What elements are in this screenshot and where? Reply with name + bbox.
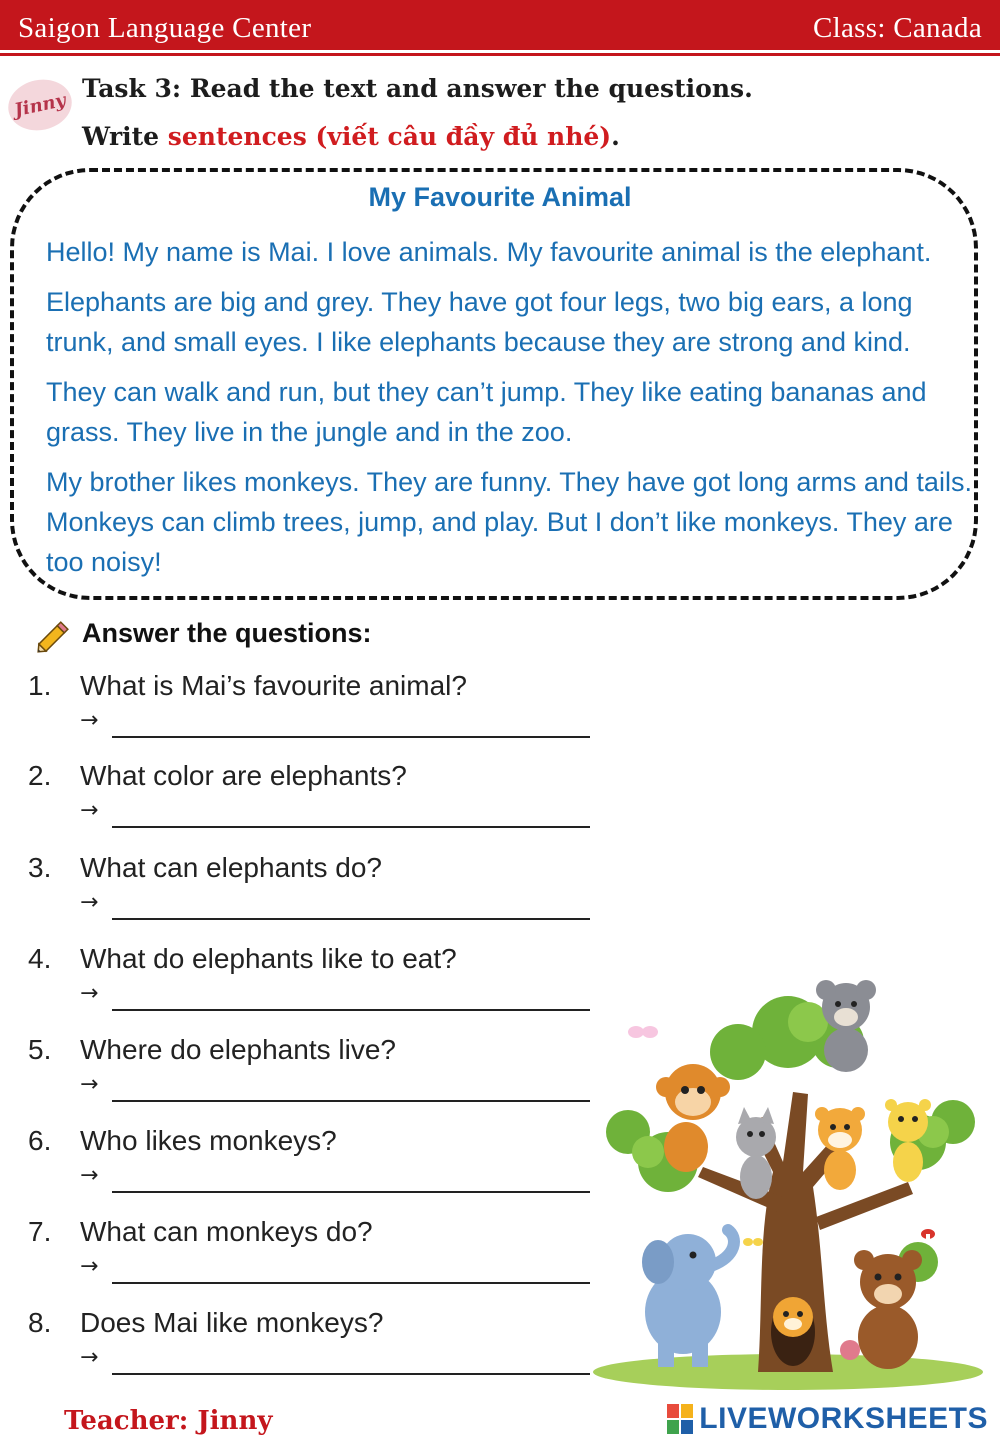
question-text: Does Mai like monkeys?: [80, 1307, 384, 1338]
arrow-icon: →: [80, 1254, 99, 1279]
question-text: Who likes monkeys?: [80, 1125, 337, 1156]
question-number: 7.: [28, 1216, 52, 1247]
story-text: [46, 232, 976, 592]
brand-text: LIVEWORKSHEETS: [699, 1402, 988, 1435]
question-number: 3.: [28, 852, 52, 883]
task-instruction: Task 3: Read the text and answer the questions.: [82, 74, 753, 103]
write-prefix: Write: [82, 122, 168, 151]
story-paragraph: Hello! My name is Mai. I love animals. My favourite animal is the elephant.: [46, 237, 932, 267]
class-name: Class: Canada: [812, 12, 982, 44]
question-number: 6.: [28, 1125, 52, 1156]
header-bar: [0, 0, 1000, 50]
answer-line[interactable]: [112, 1009, 590, 1011]
arrow-icon: →: [80, 981, 99, 1006]
answer-line[interactable]: [112, 826, 590, 828]
pencil-icon: [32, 616, 74, 658]
arrow-icon: →: [80, 890, 99, 915]
question-text: Where do elephants live?: [80, 1034, 396, 1065]
answer-heading: Answer the questions:: [82, 618, 372, 648]
liveworksheets-logo-icon: [667, 1404, 693, 1434]
question-text: What do elephants like to eat?: [80, 943, 457, 974]
question-number: 5.: [28, 1034, 52, 1065]
animal-tree-illustration: [588, 972, 988, 1392]
arrow-icon: →: [80, 1072, 99, 1097]
question-text: What is Mai’s favourite animal?: [80, 670, 467, 701]
story-paragraph: They can walk and run, but they can’t jump. They like eating bananas and grass. They live in the jungle and in the zoo.: [46, 377, 927, 447]
arrow-icon: →: [80, 798, 99, 823]
question-number: 1.: [28, 670, 52, 701]
jinny-logo-icon: Jinny: [4, 74, 77, 136]
answer-line[interactable]: [112, 1373, 590, 1375]
arrow-icon: →: [80, 1345, 99, 1370]
header-divider: [0, 53, 1000, 56]
story-title: My Favourite Animal: [368, 182, 632, 212]
write-suffix: .: [611, 122, 620, 151]
answer-line[interactable]: [112, 1100, 590, 1102]
question-text: What can monkeys do?: [80, 1216, 373, 1247]
answer-line[interactable]: [112, 1282, 590, 1284]
question-text: What color are elephants?: [80, 760, 407, 791]
story-paragraph: Elephants are big and grey. They have got four legs, two big ears, a long trunk, and small eyes. I like elephants because they are strong and kind.: [46, 287, 913, 357]
story-paragraph: My brother likes monkeys. They are funny. They have got long arms and tails. Monkeys can climb trees, jump, and play. But I don’t like monkeys. They are too noisy!: [46, 467, 972, 577]
school-name: Saigon Language Center: [18, 12, 312, 44]
arrow-icon: →: [80, 1163, 99, 1188]
question-number: 8.: [28, 1307, 52, 1338]
answer-line[interactable]: [112, 736, 590, 738]
task-instruction-write: [82, 122, 620, 151]
question-text: What can elephants do?: [80, 852, 382, 883]
write-sentences-note: sentences (viết câu đầy đủ nhé): [167, 122, 612, 151]
question-number: 4.: [28, 943, 52, 974]
arrow-icon: →: [80, 708, 99, 733]
answer-line[interactable]: [112, 918, 590, 920]
teacher-name: Teacher: Jinny: [64, 1406, 273, 1436]
liveworksheets-brand[interactable]: [667, 1402, 988, 1436]
question-number: 2.: [28, 760, 52, 791]
answer-line[interactable]: [112, 1191, 590, 1193]
